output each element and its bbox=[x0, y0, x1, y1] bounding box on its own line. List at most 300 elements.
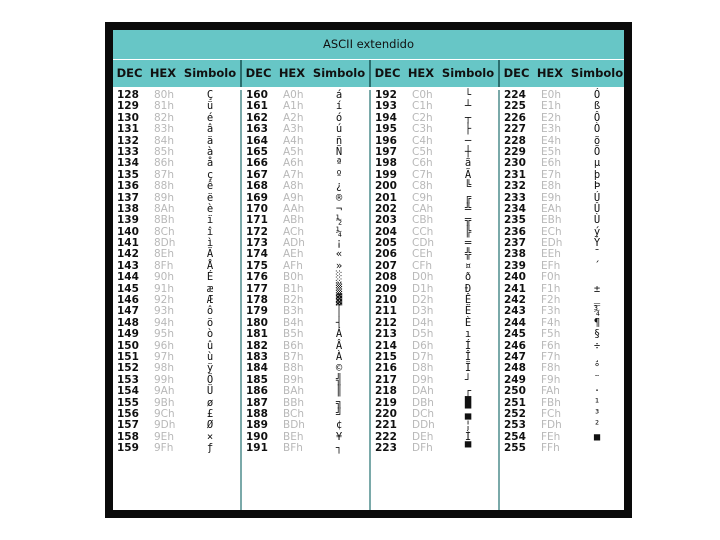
symbol-cell: ± bbox=[593, 282, 601, 295]
hex-cell: FAh bbox=[541, 385, 560, 398]
hex-cell: A3h bbox=[283, 123, 304, 136]
symbol-cell: Î bbox=[464, 350, 472, 363]
dec-cell: 147 bbox=[117, 305, 139, 318]
dec-cell: 136 bbox=[117, 180, 139, 193]
symbol-cell: Ó bbox=[593, 89, 601, 101]
hex-cell: E2h bbox=[541, 111, 561, 124]
hex-cell: B1h bbox=[283, 282, 304, 295]
dec-cell: 217 bbox=[375, 373, 397, 386]
dec-cell: 211 bbox=[375, 305, 397, 318]
hex-cell: CDh bbox=[412, 237, 435, 250]
dec-cell: 220 bbox=[375, 407, 397, 420]
hex-cell: A9h bbox=[283, 191, 304, 204]
dec-cell: 243 bbox=[504, 305, 526, 318]
symbol-cell: ░ bbox=[335, 271, 343, 284]
dec-cell: 208 bbox=[375, 271, 397, 284]
dec-cell: 191 bbox=[246, 442, 268, 455]
dec-cell: 213 bbox=[375, 328, 397, 341]
dec-cell: 181 bbox=[246, 328, 268, 341]
dec-cell: 187 bbox=[246, 396, 268, 409]
hex-cell: A4h bbox=[283, 134, 304, 147]
hex-cell: D3h bbox=[412, 305, 434, 318]
dec-cell: 231 bbox=[504, 168, 526, 181]
symbol-cell: à bbox=[206, 145, 214, 158]
code-group bbox=[498, 90, 624, 510]
dec-cell: 139 bbox=[117, 214, 139, 227]
dec-cell: 138 bbox=[117, 202, 139, 215]
symbol-cell: █ bbox=[464, 396, 472, 409]
symbol-cell: ¨ bbox=[593, 373, 601, 386]
header-dec: DEC bbox=[245, 66, 272, 80]
symbol-cell: Ü bbox=[206, 385, 214, 398]
dec-cell: 132 bbox=[117, 134, 139, 147]
hex-cell: E7h bbox=[541, 168, 561, 181]
hex-cell: 85h bbox=[154, 145, 175, 158]
dec-cell: 174 bbox=[246, 248, 268, 261]
symbol-cell: ¯ bbox=[593, 248, 601, 261]
symbol-cell: Ô bbox=[593, 111, 601, 124]
hex-cell: 81h bbox=[154, 100, 175, 113]
symbol-cell: « bbox=[335, 248, 343, 261]
dec-cell: 236 bbox=[504, 225, 526, 238]
hex-cell: EDh bbox=[541, 237, 563, 250]
dec-cell: 143 bbox=[117, 259, 139, 272]
symbol-cell: Ï bbox=[464, 362, 472, 375]
hex-cell: 9Eh bbox=[154, 430, 174, 443]
symbol-cell: ¬ bbox=[335, 202, 343, 215]
symbol-cell: µ bbox=[593, 157, 601, 170]
dec-cell: 207 bbox=[375, 259, 397, 272]
header-hex: HEX bbox=[536, 66, 564, 80]
header-dec: DEC bbox=[116, 66, 143, 80]
hex-cell: FBh bbox=[541, 396, 561, 409]
dec-cell: 249 bbox=[504, 373, 526, 386]
hex-cell: F6h bbox=[541, 339, 561, 352]
symbol-cell: Æ bbox=[206, 294, 214, 307]
symbol-cell: Ç bbox=[206, 89, 214, 101]
hex-cell: 88h bbox=[154, 180, 175, 193]
symbol-cell: ÿ bbox=[206, 362, 214, 375]
dec-cell: 199 bbox=[375, 168, 397, 181]
hex-cell: A2h bbox=[283, 111, 304, 124]
header-symbol: Simbolo bbox=[570, 66, 624, 80]
dec-cell: 137 bbox=[117, 191, 139, 204]
hex-cell: 99h bbox=[154, 373, 175, 386]
hex-cell: 87h bbox=[154, 168, 175, 181]
hex-cell: DFh bbox=[412, 442, 433, 455]
symbol-cell: ■ bbox=[593, 430, 601, 443]
dec-cell: 149 bbox=[117, 328, 139, 341]
hex-cell: 94h bbox=[154, 316, 175, 329]
symbol-cell: ‗ bbox=[593, 294, 601, 307]
hex-cell: C6h bbox=[412, 157, 433, 170]
dec-cell: 163 bbox=[246, 123, 268, 136]
symbol-cell: ® bbox=[335, 191, 343, 204]
hex-cell: B0h bbox=[283, 271, 304, 284]
symbol-cell: Ò bbox=[593, 123, 601, 136]
symbol-cell: ╩ bbox=[464, 202, 472, 215]
hex-cell: FDh bbox=[541, 419, 562, 432]
symbol-cell: ¹ bbox=[593, 396, 601, 409]
hex-cell: DAh bbox=[412, 385, 434, 398]
dec-cell: 250 bbox=[504, 385, 526, 398]
hex-cell: 91h bbox=[154, 282, 175, 295]
hex-cell: B7h bbox=[283, 350, 304, 363]
hex-cell: 8Dh bbox=[154, 237, 176, 250]
symbol-cell: » bbox=[335, 259, 343, 272]
hex-cell: 86h bbox=[154, 157, 175, 170]
dec-cell: 186 bbox=[246, 385, 268, 398]
symbol-cell: ¶ bbox=[593, 316, 601, 329]
dec-cell: 194 bbox=[375, 111, 397, 124]
header-symbol: Simbolo bbox=[183, 66, 237, 80]
hex-cell: A0h bbox=[283, 89, 304, 101]
dec-cell: 232 bbox=[504, 180, 526, 193]
symbol-cell: ┐ bbox=[335, 442, 343, 455]
hex-cell: 9Fh bbox=[154, 442, 174, 455]
dec-cell: 204 bbox=[375, 225, 397, 238]
symbol-cell: ¥ bbox=[335, 430, 343, 443]
dec-cell: 189 bbox=[246, 419, 268, 432]
symbol-cell: ß bbox=[593, 100, 601, 113]
symbol-cell: ├ bbox=[464, 123, 472, 136]
dec-cell: 195 bbox=[375, 123, 397, 136]
hex-cell: A6h bbox=[283, 157, 304, 170]
dec-cell: 134 bbox=[117, 157, 139, 170]
dec-cell: 192 bbox=[375, 89, 397, 101]
hex-cell: ABh bbox=[283, 214, 305, 227]
symbol-cell: Â bbox=[335, 339, 343, 352]
symbol-cell: ▄ bbox=[464, 407, 472, 420]
symbol-cell: § bbox=[593, 328, 601, 341]
hex-cell: B2h bbox=[283, 294, 304, 307]
dec-cell: 237 bbox=[504, 237, 526, 250]
header-hex: HEX bbox=[407, 66, 435, 80]
header-symbol: Simbolo bbox=[312, 66, 366, 80]
symbol-cell: é bbox=[206, 111, 214, 124]
hex-cell: C5h bbox=[412, 145, 433, 158]
symbol-cell: ÷ bbox=[593, 339, 601, 352]
dec-cell: 175 bbox=[246, 259, 268, 272]
symbol-cell: ý bbox=[593, 225, 601, 238]
dec-cell: 173 bbox=[246, 237, 268, 250]
header-hex: HEX bbox=[149, 66, 177, 80]
dec-cell: 166 bbox=[246, 157, 268, 170]
hex-cell: AAh bbox=[283, 202, 305, 215]
dec-cell: 238 bbox=[504, 248, 526, 261]
dec-cell: 168 bbox=[246, 180, 268, 193]
hex-cell: D4h bbox=[412, 316, 434, 329]
symbol-cell: ª bbox=[335, 157, 343, 170]
dec-cell: 196 bbox=[375, 134, 397, 147]
symbol-cell: ø bbox=[206, 396, 214, 409]
symbol-cell: ╬ bbox=[464, 248, 472, 261]
dec-cell: 177 bbox=[246, 282, 268, 295]
hex-cell: E8h bbox=[541, 180, 561, 193]
dec-column bbox=[113, 90, 146, 510]
table-title: ASCII extendido bbox=[113, 30, 624, 59]
hex-cell: 8Ch bbox=[154, 225, 175, 238]
symbol-cell: ô bbox=[206, 305, 214, 318]
hex-cell: 82h bbox=[154, 111, 175, 124]
hex-cell: C4h bbox=[412, 134, 433, 147]
dec-cell: 152 bbox=[117, 362, 139, 375]
symbol-cell: ƒ bbox=[206, 442, 214, 455]
hex-cell: C2h bbox=[412, 111, 433, 124]
symbol-cell: ╦ bbox=[464, 214, 472, 227]
dec-cell: 247 bbox=[504, 350, 526, 363]
dec-cell: 160 bbox=[246, 89, 268, 101]
column-headers bbox=[113, 60, 624, 87]
dec-cell: 133 bbox=[117, 145, 139, 158]
symbol-cell bbox=[567, 443, 624, 454]
symbol-cell: þ bbox=[593, 168, 601, 181]
symbol-cell: ┴ bbox=[464, 100, 472, 113]
hex-cell: DCh bbox=[412, 407, 435, 420]
symbol-cell: ┌ bbox=[464, 385, 472, 398]
hex-cell: CBh bbox=[412, 214, 434, 227]
symbol-cell: ù bbox=[206, 350, 214, 363]
dec-cell: 161 bbox=[246, 100, 268, 113]
symbol-cell: Ë bbox=[464, 305, 472, 318]
hex-column bbox=[275, 90, 309, 510]
symbol-cell: ç bbox=[206, 168, 214, 181]
dec-cell: 209 bbox=[375, 282, 397, 295]
hex-cell: 8Ah bbox=[154, 202, 175, 215]
symbol-cell: ã bbox=[464, 157, 472, 170]
dec-cell: 183 bbox=[246, 350, 268, 363]
symbol-cell: ¦ bbox=[464, 419, 472, 432]
hex-cell: 9Ah bbox=[154, 385, 175, 398]
symbol-cell: Ú bbox=[593, 191, 601, 204]
dec-cell: 190 bbox=[246, 430, 268, 443]
hex-cell: B8h bbox=[283, 362, 304, 375]
dec-cell: 233 bbox=[504, 191, 526, 204]
hex-cell: CCh bbox=[412, 225, 434, 238]
symbol-cell: ¾ bbox=[593, 305, 601, 318]
header-group bbox=[113, 60, 240, 87]
symbol-cell: ┼ bbox=[464, 145, 472, 158]
hex-cell: DBh bbox=[412, 396, 434, 409]
dec-cell: 146 bbox=[117, 294, 139, 307]
hex-cell: 96h bbox=[154, 339, 175, 352]
symbol-cell: ¼ bbox=[335, 225, 343, 238]
symbol-cell: ñ bbox=[335, 134, 343, 147]
hex-cell: 92h bbox=[154, 294, 175, 307]
code-group bbox=[240, 90, 369, 510]
symbol-cell: ▓ bbox=[335, 294, 343, 307]
hex-cell: EAh bbox=[541, 202, 562, 215]
dec-cell: 218 bbox=[375, 385, 397, 398]
dec-cell: 130 bbox=[117, 111, 139, 124]
symbol-cell: £ bbox=[206, 407, 214, 420]
symbol-cell: Ñ bbox=[335, 145, 343, 158]
hex-cell: 90h bbox=[154, 271, 175, 284]
dec-cell: 230 bbox=[504, 157, 526, 170]
table-frame bbox=[105, 22, 632, 518]
table-body bbox=[113, 90, 624, 510]
hex-cell: D9h bbox=[412, 373, 434, 386]
dec-cell: 203 bbox=[375, 214, 397, 227]
hex-cell: BAh bbox=[283, 385, 305, 398]
symbol-cell: ╚ bbox=[464, 180, 472, 193]
hex-cell: E3h bbox=[541, 123, 561, 136]
symbol-cell: ó bbox=[335, 111, 343, 124]
hex-cell: DEh bbox=[412, 430, 434, 443]
symbol-cell: á bbox=[335, 89, 343, 101]
hex-cell: F5h bbox=[541, 328, 561, 341]
hex-cell: E9h bbox=[541, 191, 561, 204]
hex-cell: A7h bbox=[283, 168, 304, 181]
symbol-cell: · bbox=[593, 385, 601, 398]
symbol-cell: ë bbox=[206, 191, 214, 204]
hex-cell: ACh bbox=[283, 225, 304, 238]
symbol-cell: ╗ bbox=[335, 396, 343, 409]
symbol-cell: õ bbox=[593, 134, 601, 147]
dec-cell: 154 bbox=[117, 385, 139, 398]
dec-cell: 244 bbox=[504, 316, 526, 329]
hex-cell: ECh bbox=[541, 225, 562, 238]
dec-cell: 216 bbox=[375, 362, 397, 375]
symbol-cell: ¢ bbox=[335, 419, 343, 432]
symbol-cell: è bbox=[206, 202, 214, 215]
hex-cell: C0h bbox=[412, 89, 433, 101]
symbol-cell: â bbox=[206, 123, 214, 136]
hex-cell: C1h bbox=[412, 100, 433, 113]
symbol-cell bbox=[567, 272, 624, 283]
hex-cell: AFh bbox=[283, 259, 303, 272]
hex-cell: 8Fh bbox=[154, 259, 174, 272]
hex-cell: DDh bbox=[412, 419, 435, 432]
symbol-cell: É bbox=[206, 271, 214, 284]
dec-cell: 180 bbox=[246, 316, 268, 329]
hex-cell: C7h bbox=[412, 168, 433, 181]
symbol-cell: í bbox=[335, 100, 343, 113]
hex-cell: F7h bbox=[541, 350, 561, 363]
header-dec: DEC bbox=[374, 66, 401, 80]
symbol-cell: Ä bbox=[206, 248, 214, 261]
hex-column bbox=[404, 90, 438, 510]
dec-cell: 131 bbox=[117, 123, 139, 136]
symbol-cell: ú bbox=[335, 123, 343, 136]
dec-cell: 169 bbox=[246, 191, 268, 204]
dec-column bbox=[371, 90, 404, 510]
dec-cell: 198 bbox=[375, 157, 397, 170]
symbol-cell: ╠ bbox=[464, 225, 472, 238]
hex-cell: 9Ch bbox=[154, 407, 175, 420]
sym-column bbox=[438, 90, 498, 510]
dec-cell: 188 bbox=[246, 407, 268, 420]
dec-cell: 164 bbox=[246, 134, 268, 147]
hex-cell: E0h bbox=[541, 89, 561, 101]
dec-cell: 128 bbox=[117, 89, 139, 101]
dec-column bbox=[242, 90, 275, 510]
symbol-cell: ¿ bbox=[335, 180, 343, 193]
dec-cell: 212 bbox=[375, 316, 397, 329]
symbol-cell: æ bbox=[206, 282, 214, 295]
symbol-cell: ï bbox=[206, 214, 214, 227]
dec-cell: 227 bbox=[504, 123, 526, 136]
symbol-cell: ╝ bbox=[335, 407, 343, 420]
dec-cell: 246 bbox=[504, 339, 526, 352]
symbol-cell: ┘ bbox=[464, 373, 472, 386]
symbol-cell: ▀ bbox=[464, 442, 472, 455]
symbol-cell: ð bbox=[464, 271, 472, 284]
dec-cell: 182 bbox=[246, 339, 268, 352]
dec-cell: 205 bbox=[375, 237, 397, 250]
hex-cell: BFh bbox=[283, 442, 303, 455]
dec-cell: 255 bbox=[504, 442, 526, 455]
hex-cell: 97h bbox=[154, 350, 175, 363]
dec-cell: 242 bbox=[504, 294, 526, 307]
hex-cell: A1h bbox=[283, 100, 304, 113]
header-hex: HEX bbox=[278, 66, 306, 80]
hex-cell: EFh bbox=[541, 259, 561, 272]
symbol-cell: ö bbox=[206, 316, 214, 329]
symbol-cell: Ê bbox=[464, 294, 472, 307]
hex-cell: D1h bbox=[412, 282, 434, 295]
dec-cell: 200 bbox=[375, 180, 397, 193]
ascii-table bbox=[113, 30, 624, 510]
header-symbol: Simbolo bbox=[441, 66, 495, 80]
hex-cell: BEh bbox=[283, 430, 304, 443]
hex-cell: F9h bbox=[541, 373, 561, 386]
symbol-cell: ¤ bbox=[464, 259, 472, 272]
dec-cell: 228 bbox=[504, 134, 526, 147]
dec-cell: 201 bbox=[375, 191, 397, 204]
hex-cell: D8h bbox=[412, 362, 434, 375]
hex-cell: C9h bbox=[412, 191, 433, 204]
hex-cell: D5h bbox=[412, 328, 434, 341]
dec-cell: 222 bbox=[375, 430, 397, 443]
hex-column bbox=[146, 90, 180, 510]
dec-cell: 245 bbox=[504, 328, 526, 341]
hex-cell: 80h bbox=[154, 89, 175, 101]
symbol-cell: Ö bbox=[206, 373, 214, 386]
header-group bbox=[240, 60, 369, 87]
hex-cell: D2h bbox=[412, 294, 434, 307]
hex-cell: E1h bbox=[541, 100, 561, 113]
hex-cell: C8h bbox=[412, 180, 433, 193]
dec-cell: 153 bbox=[117, 373, 139, 386]
hex-cell: F0h bbox=[541, 271, 561, 284]
symbol-cell: └ bbox=[464, 89, 472, 101]
symbol-cell: Ì bbox=[464, 430, 472, 443]
symbol-cell: ³ bbox=[593, 407, 601, 420]
hex-cell: F4h bbox=[541, 316, 561, 329]
symbol-cell: ═ bbox=[464, 237, 472, 250]
hex-cell: B6h bbox=[283, 339, 304, 352]
hex-cell: C3h bbox=[412, 123, 433, 136]
hex-cell: BCh bbox=[283, 407, 305, 420]
symbol-cell: ─ bbox=[464, 134, 472, 147]
hex-cell: E6h bbox=[541, 157, 561, 170]
code-group bbox=[369, 90, 498, 510]
symbol-cell: Û bbox=[593, 202, 601, 215]
dec-cell: 254 bbox=[504, 430, 526, 443]
symbol-cell: ü bbox=[206, 100, 214, 113]
hex-cell: CFh bbox=[412, 259, 433, 272]
dec-cell: 156 bbox=[117, 407, 139, 420]
hex-cell: F3h bbox=[541, 305, 561, 318]
hex-cell: D0h bbox=[412, 271, 434, 284]
hex-cell: EBh bbox=[541, 214, 562, 227]
dec-cell: 240 bbox=[504, 271, 526, 284]
symbol-cell: ä bbox=[206, 134, 214, 147]
hex-cell: 9Dh bbox=[154, 419, 176, 432]
hex-cell: 9Bh bbox=[154, 396, 175, 409]
sym-column bbox=[567, 90, 624, 510]
